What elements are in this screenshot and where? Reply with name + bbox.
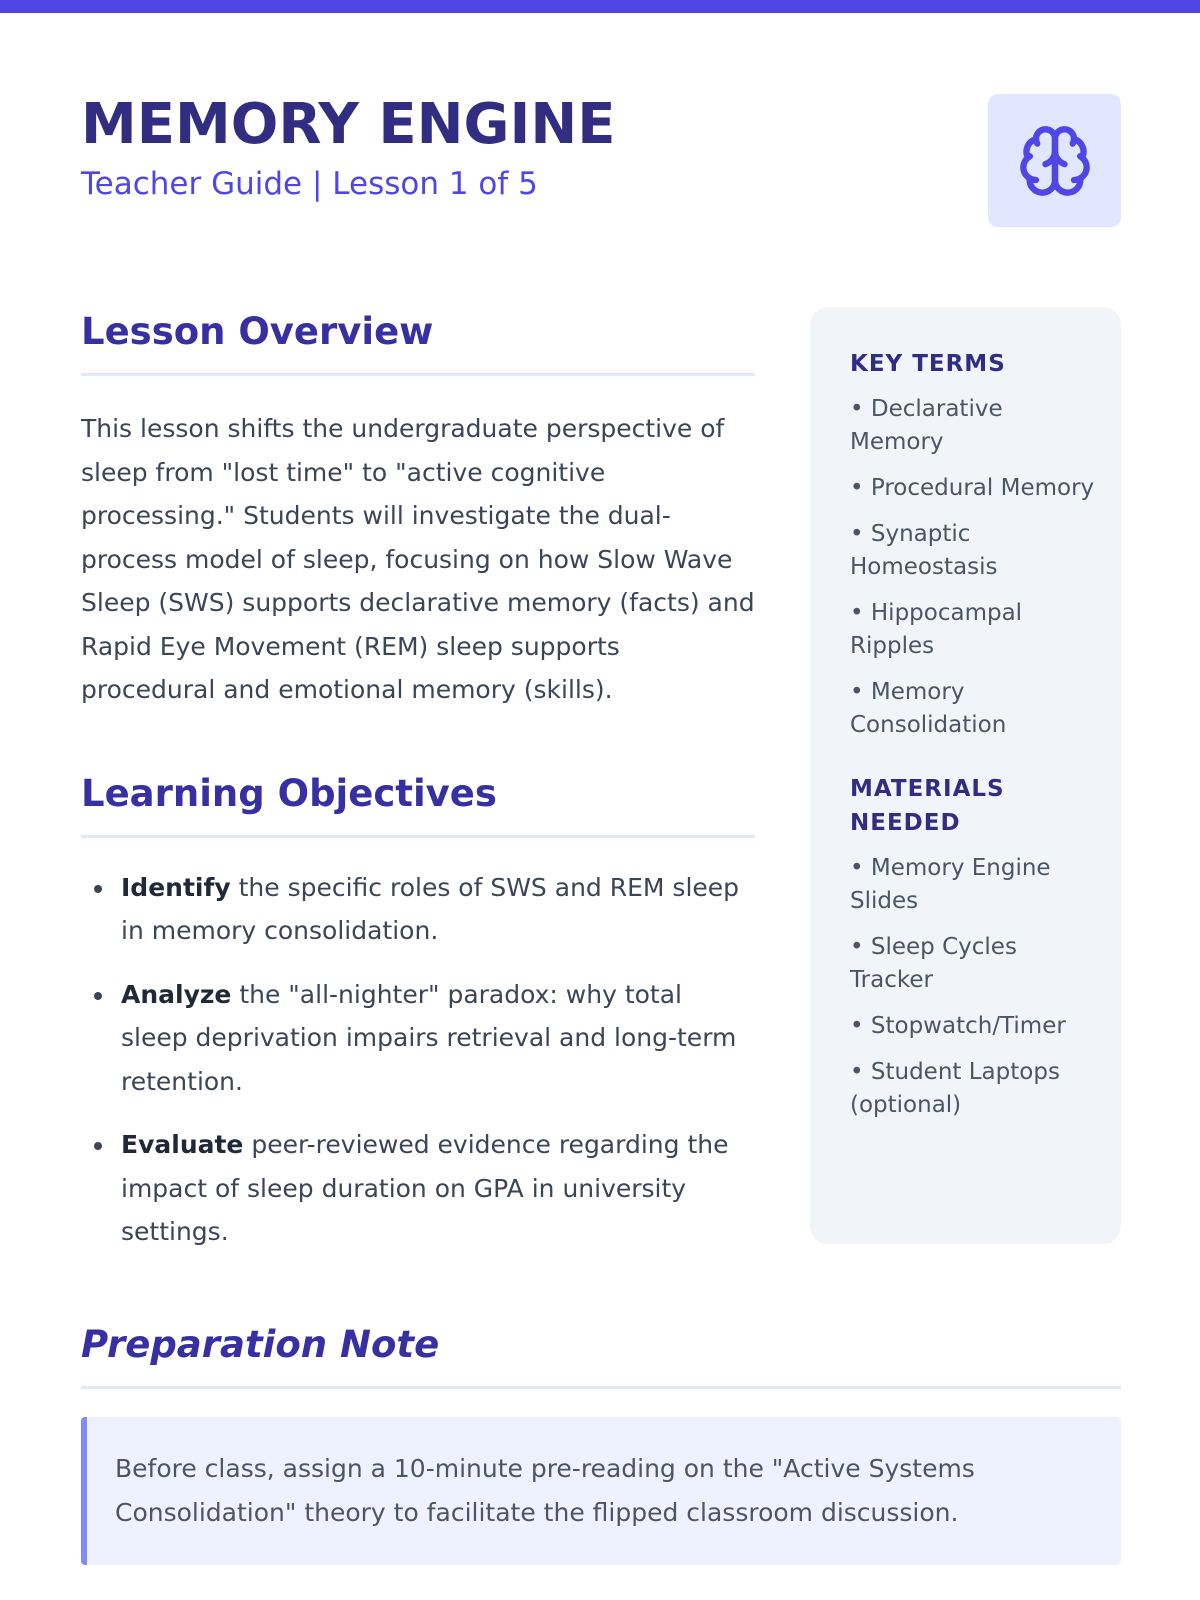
objective-text: the specific roles of SWS and REM sleep in memory consolidation. [121,872,740,945]
main-column [81,307,755,1274]
materials-list [850,852,1097,1122]
bullet-icon: • [850,1059,871,1085]
brain-badge [988,94,1121,227]
objectives-list [81,866,755,1254]
material-item: • Stopwatch/Timer [850,1013,1066,1039]
key-terms-heading: KEY TERMS [850,351,1006,377]
bullet-icon: • [850,521,871,547]
objectives-heading: Learning Objectives [81,769,755,838]
preparation-heading: Preparation Note [81,1320,1121,1389]
overview-section [81,307,755,712]
page-header [81,92,1121,227]
objective-item [121,973,755,1104]
key-term-item: • Synaptic Homeostasis [850,521,998,580]
preparation-section [81,1320,1121,1565]
brain-icon [1017,123,1093,199]
objective-item [121,1123,755,1254]
material-item: • Sleep Cycles Tracker [850,934,1017,993]
bullet-icon: • [850,396,871,422]
objective-verb: Analyze [121,979,232,1009]
bullet-icon: • [850,934,871,960]
bullet-icon: • [850,475,871,501]
overview-heading: Lesson Overview [81,307,755,376]
page-title: MEMORY ENGINE [81,92,616,157]
key-term-item: • Hippocampal Ripples [850,600,1023,659]
key-terms-list [850,393,1097,742]
page-subtitle: Teacher Guide | Lesson 1 of 5 [81,166,538,202]
material-item: • Memory Engine Slides [850,855,1051,914]
preparation-note: Before class, assign a 10-minute pre-reading on the "Active Systems Consolidation" theory to facilitate the flipped classroom discussion. [81,1417,1121,1565]
objective-text: peer-reviewed evidence regarding the impact of sleep duration on GPA in university settings. [121,1130,729,1246]
objective-text: the "all-nighter" paradox: why total sleep deprivation impairs retrieval and long-term retention. [121,979,737,1096]
key-term-item: • Procedural Memory [850,475,1095,501]
material-item: • Student Laptops (optional) [850,1059,1060,1118]
bullet-icon: • [850,1013,871,1039]
objective-item [121,866,755,953]
bullet-icon: • [850,600,871,626]
objective-verb: Identify [121,872,231,902]
overview-text: This lesson shifts the undergraduate perspective of sleep from "lost time" to "active cognitive processing." Students will investigate the dual-process model of sleep, focusing on how Slow Wave Sleep (SWS) supports declarative memory (facts) and Rapid Eye Movement (REM) sleep supports procedural and emotional memory (skills). [81,414,755,704]
top-accent-bar [0,0,1200,13]
objective-verb: Evaluate [121,1130,244,1159]
materials-heading: MATERIALS NEEDED [850,776,1005,836]
objectives-section [81,769,755,1254]
key-term-item: • Declarative Memory [850,396,1003,455]
bullet-icon: • [850,679,871,705]
key-term-item: • Memory Consolidation [850,679,1007,738]
sidebar-panel [810,307,1121,1244]
bullet-icon: • [850,855,871,881]
